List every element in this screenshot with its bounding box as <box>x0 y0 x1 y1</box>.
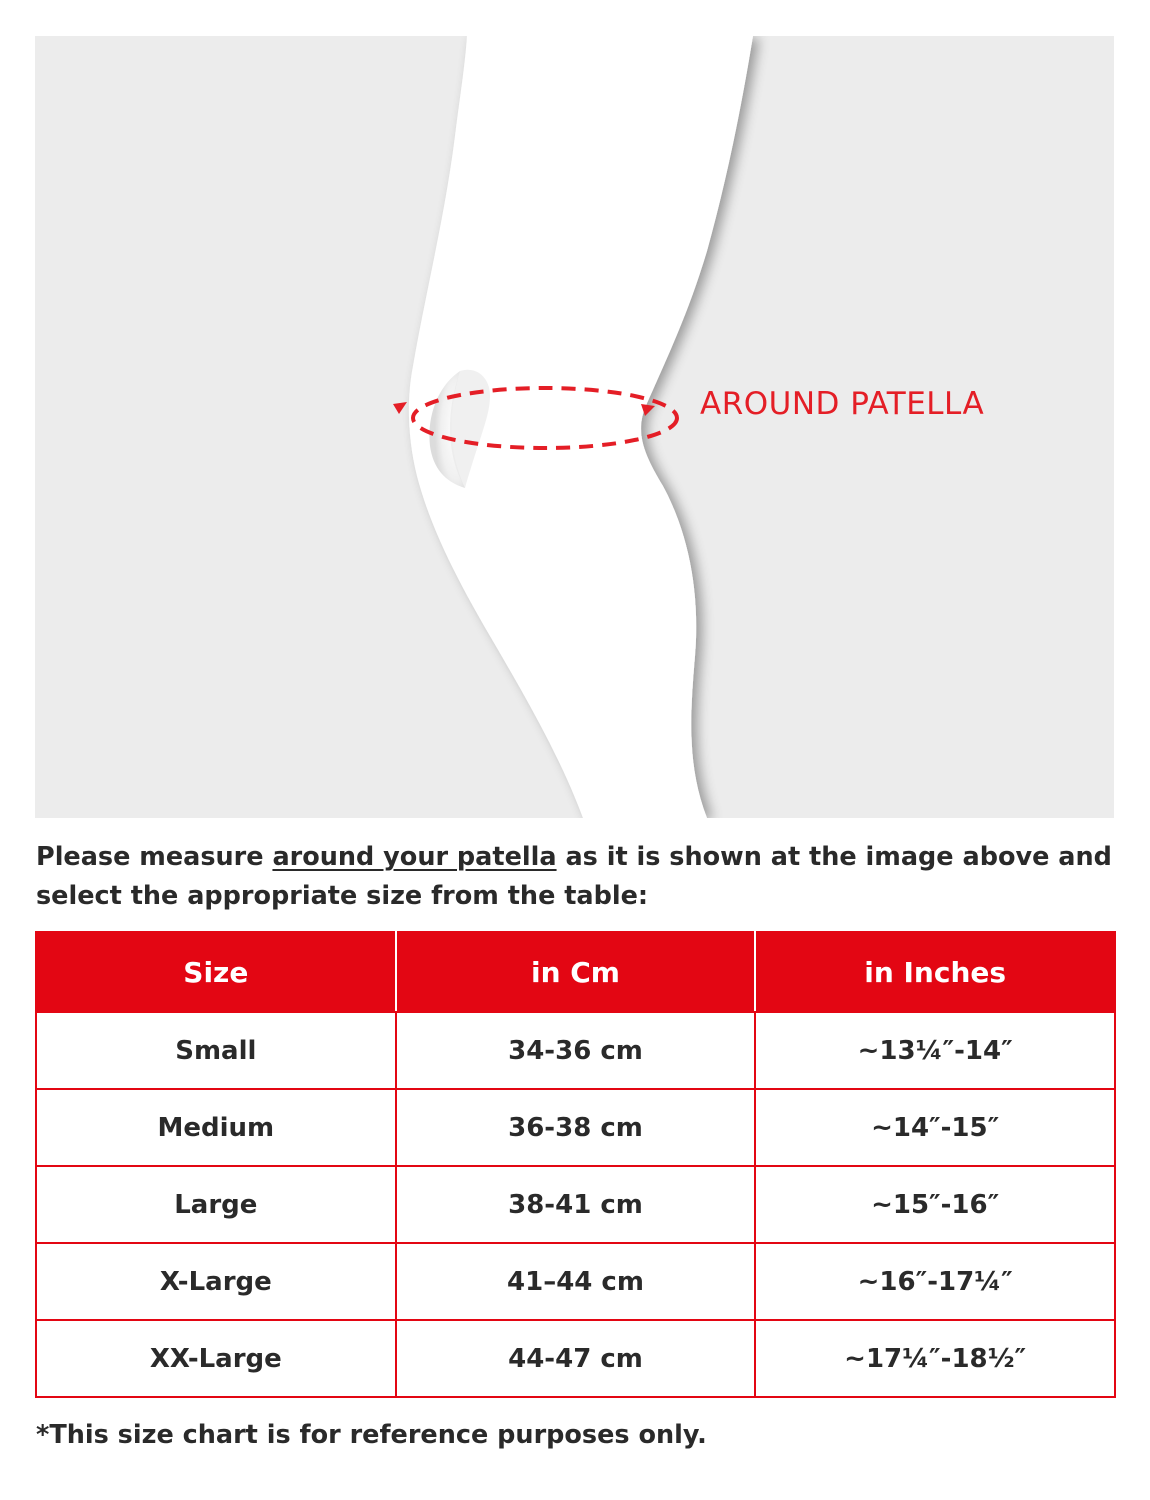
size-cell: XX-Large <box>36 1320 396 1397</box>
inches-cell: ~14″-15″ <box>755 1089 1115 1166</box>
knee-diagram <box>35 36 1114 818</box>
instructions-text <box>36 838 1116 916</box>
size-cell: Large <box>36 1166 396 1243</box>
header-size: Size <box>36 932 396 1012</box>
inches-cell: ~16″-17¼″ <box>755 1243 1115 1320</box>
instructions-end: as it is shown at the image above and select the appropriate size from the table: <box>36 842 1112 911</box>
around-patella-label: AROUND PATELLA <box>700 386 985 422</box>
cm-cell: 44-47 cm <box>396 1320 756 1397</box>
table-row <box>36 1166 1115 1243</box>
table-row <box>36 1089 1115 1166</box>
inches-cell: ~13¼″-14″ <box>755 1012 1115 1089</box>
table-row <box>36 1243 1115 1320</box>
cm-cell: 36-38 cm <box>396 1089 756 1166</box>
table-row <box>36 1012 1115 1089</box>
cm-cell: 41–44 cm <box>396 1243 756 1320</box>
header-inches: in Inches <box>755 932 1115 1012</box>
size-cell: Medium <box>36 1089 396 1166</box>
instructions-emphasis: around your patella <box>272 842 557 872</box>
instructions-start: Please measure <box>36 842 273 872</box>
size-cell: Small <box>36 1012 396 1089</box>
inches-cell: ~17¼″-18½″ <box>755 1320 1115 1397</box>
table-row <box>36 1320 1115 1397</box>
table-header-row <box>36 932 1115 1012</box>
cm-cell: 38-41 cm <box>396 1166 756 1243</box>
knee-illustration <box>35 36 1114 818</box>
cm-cell: 34-36 cm <box>396 1012 756 1089</box>
header-cm: in Cm <box>396 932 756 1012</box>
size-cell: X-Large <box>36 1243 396 1320</box>
inches-cell: ~15″-16″ <box>755 1166 1115 1243</box>
size-table <box>35 931 1116 1398</box>
footnote: *This size chart is for reference purposes only. <box>36 1420 707 1450</box>
